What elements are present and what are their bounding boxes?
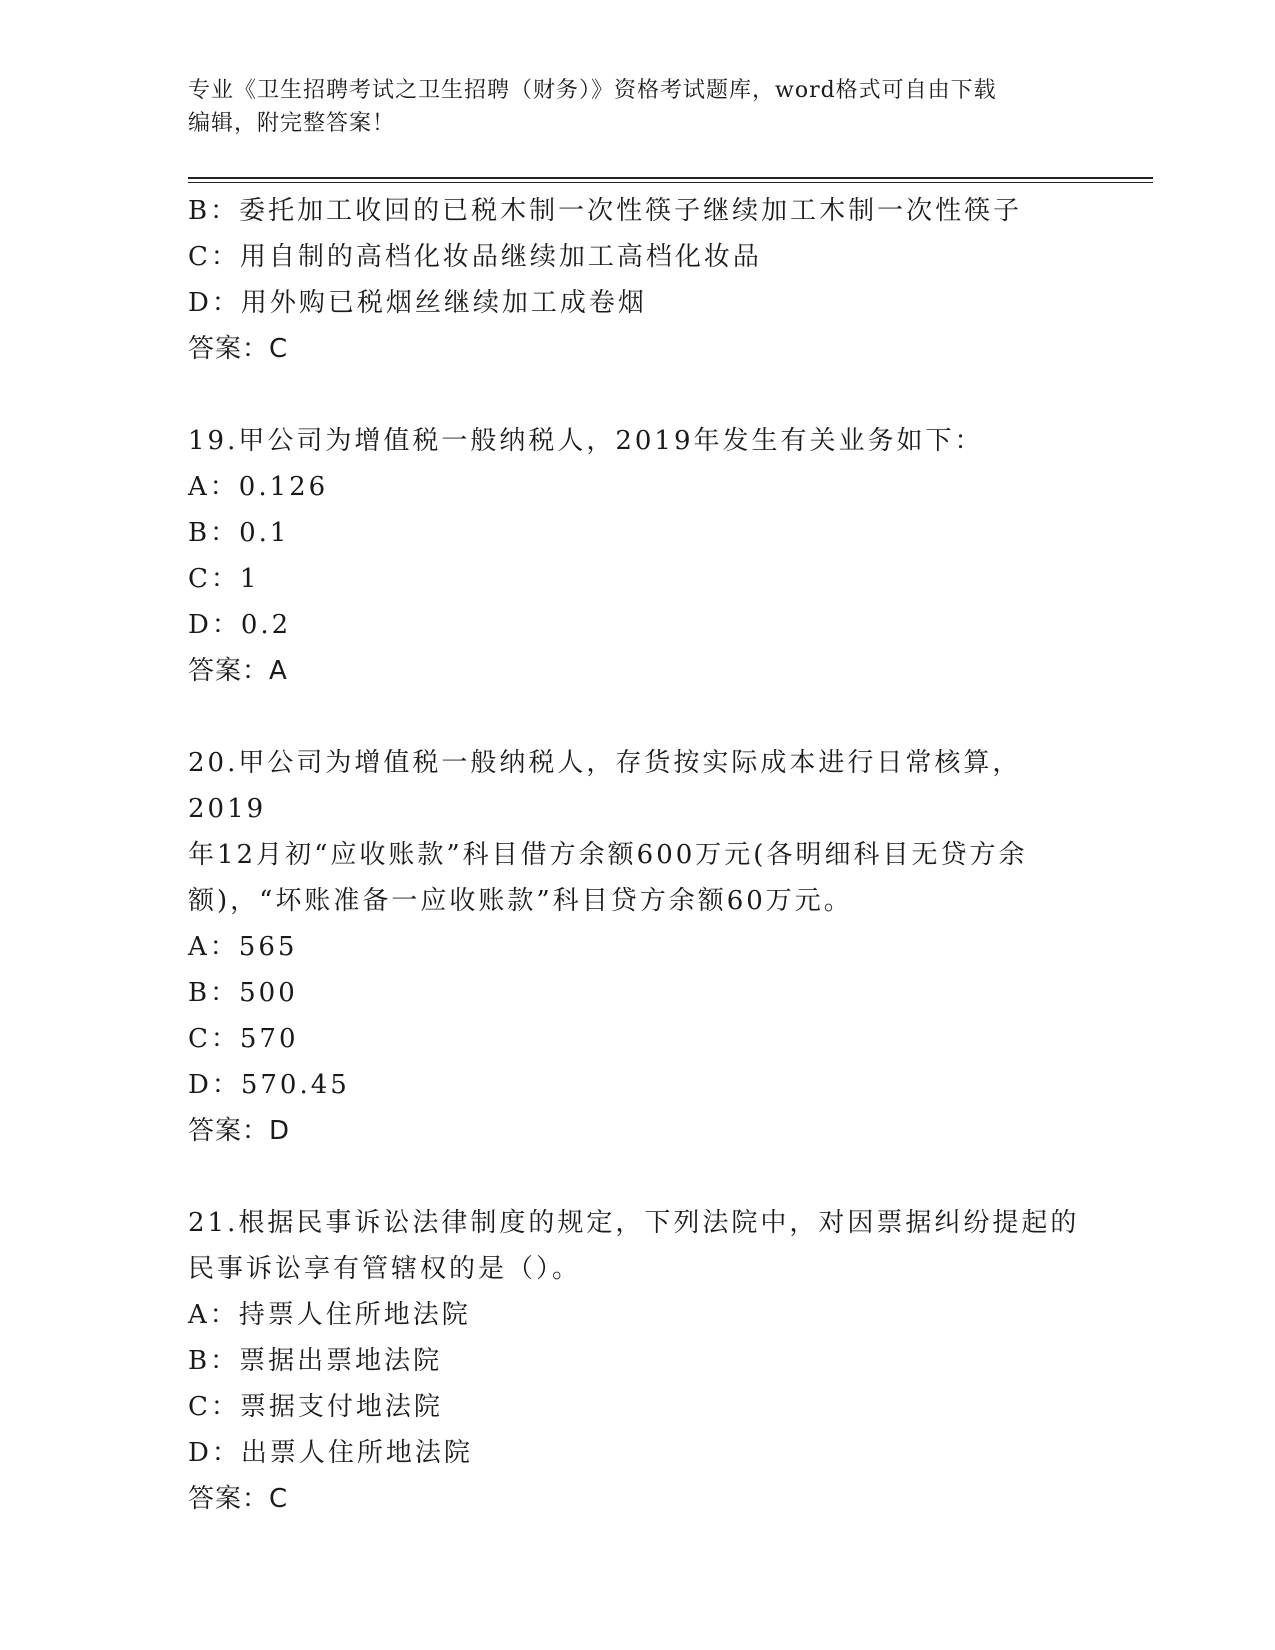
spacer — [188, 694, 1088, 740]
document-header — [188, 74, 1088, 140]
option-d: D：570.45 — [188, 1070, 350, 1100]
option-b: B：票据出票地法院 — [188, 1346, 443, 1376]
spacer — [188, 1154, 1088, 1200]
option-d: D：用外购已税烟丝继续加工成卷烟 — [188, 288, 647, 318]
option-a: A：565 — [188, 932, 298, 962]
question-stem-line-2: 年12月初“应收账款”科目借方余额600万元(各明细科目无贷方余 — [188, 840, 1028, 870]
question-stem: 19.甲公司为增值税一般纳税人，2019年发生有关业务如下： — [188, 426, 984, 456]
option-b: B：委托加工收回的已税木制一次性筷子继续加工木制一次性筷子 — [188, 196, 1023, 226]
option-a: A：持票人住所地法院 — [188, 1300, 471, 1330]
answer: 答案：D — [188, 1116, 291, 1146]
question-list — [188, 188, 1088, 1522]
header-divider-thick — [188, 177, 1153, 179]
option-c: C：1 — [188, 564, 260, 594]
question-18 — [188, 188, 1088, 372]
header-divider-thin — [188, 182, 1153, 183]
option-a: A：0.126 — [188, 472, 329, 502]
option-b: B：0.1 — [188, 518, 290, 548]
header-line-1: 专业《卫生招聘考试之卫生招聘（财务）》资格考试题库，word格式可自由下载 — [188, 78, 997, 103]
option-d: D：出票人住所地法院 — [188, 1438, 473, 1468]
option-c: C：570 — [188, 1024, 299, 1054]
question-stem-line-1: 20.甲公司为增值税一般纳税人，存货按实际成本进行日常核算，2019 — [188, 748, 1022, 824]
answer: 答案：C — [188, 1484, 289, 1514]
question-stem-line-1: 21.根据民事诉讼法律制度的规定，下列法院中，对因票据纠纷提起的 — [188, 1208, 1080, 1238]
question-stem-line-2: 民事诉讼享有管辖权的是（）。 — [188, 1254, 582, 1284]
option-c: C：用自制的高档化妆品继续加工高档化妆品 — [188, 242, 762, 272]
answer: 答案：A — [188, 656, 288, 686]
question-20 — [188, 740, 1088, 1154]
header-line-2: 编辑，附完整答案！ — [188, 111, 396, 136]
answer: 答案：C — [188, 334, 289, 364]
option-c: C：票据支付地法院 — [188, 1392, 443, 1422]
question-stem-line-3: 额)，“坏账准备一应收账款”科目贷方余额60万元。 — [188, 886, 853, 916]
option-b: B：500 — [188, 978, 298, 1008]
question-21 — [188, 1200, 1088, 1522]
option-d: D：0.2 — [188, 610, 292, 640]
spacer — [188, 372, 1088, 418]
question-19 — [188, 418, 1088, 694]
